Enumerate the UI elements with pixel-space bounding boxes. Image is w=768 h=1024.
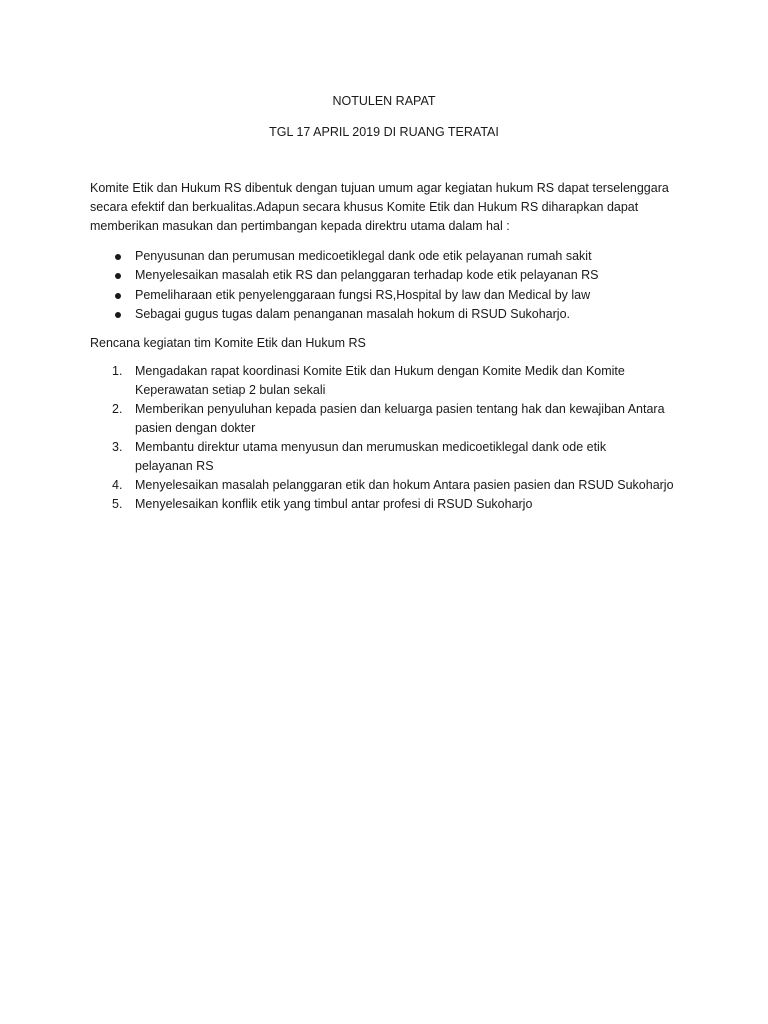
plan-item	[90, 438, 710, 476]
bullet-icon	[115, 273, 121, 279]
item-number: 2.	[112, 402, 123, 416]
plan-item	[90, 495, 710, 514]
bullet-text: Sebagai gugus tugas dalam penanganan masalah hokum di RSUD Sukoharjo.	[135, 306, 571, 321]
item-text: Mengadakan rapat koordinasi Komite Etik dan Hukum dengan Komite Medik dan Komite	[135, 364, 625, 378]
intro-line: Komite Etik dan Hukum RS dibentuk dengan tujuan umum agar kegiatan hukum RS dapat terselenggara	[90, 181, 669, 195]
bullet-item	[90, 247, 690, 266]
item-text: pasien dengan dokter	[135, 421, 256, 435]
plan-item	[90, 476, 710, 495]
intro-line: memberikan masukan dan pertimbangan kepada direktru utama dalam hal :	[90, 219, 510, 233]
bullet-icon	[115, 293, 121, 299]
bullet-list	[90, 247, 690, 324]
plan-list	[90, 362, 710, 514]
intro-paragraph	[90, 179, 690, 236]
plan-heading: Rencana kegiatan tim Komite Etik dan Hukum RS	[90, 336, 366, 350]
bullet-icon	[115, 312, 121, 318]
item-text: Menyelesaikan masalah pelanggaran etik dan hokum Antara pasien pasien dan RSUD Sukoharjo	[135, 478, 674, 492]
item-number: 5.	[112, 497, 123, 511]
document-subtitle: TGL 17 APRIL 2019 DI RUANG TERATAI	[269, 125, 499, 139]
bullet-item	[90, 286, 690, 305]
bullet-icon	[115, 254, 121, 260]
item-text: pelayanan RS	[135, 459, 214, 473]
bullet-text: Menyelesaikan masalah etik RS dan pelanggaran terhadap kode etik pelayanan RS	[135, 268, 599, 283]
bullet-item	[90, 305, 690, 324]
item-number: 1.	[112, 364, 123, 378]
item-number: 4.	[112, 478, 123, 492]
plan-item	[90, 400, 710, 438]
document-title: NOTULEN RAPAT	[332, 94, 436, 108]
item-text: Memberikan penyuluhan kepada pasien dan keluarga pasien tentang hak dan kewajiban Antara	[135, 402, 665, 416]
bullet-text: Penyusunan dan perumusan medicoetiklegal dank ode etik pelayanan rumah sakit	[135, 249, 592, 263]
bullet-text: Pemeliharaan etik penyelenggaraan fungsi RS,Hospital by law dan Medical by law	[135, 287, 591, 302]
plan-item	[90, 362, 710, 400]
intro-line: secara efektif dan berkualitas.Adapun secara khusus Komite Etik dan Hukum RS diharapkan dapat	[90, 200, 639, 214]
bullet-item	[90, 266, 690, 285]
item-text: Keperawatan setiap 2 bulan sekali	[135, 383, 326, 397]
item-text: Membantu direktur utama menyusun dan merumuskan medicoetiklegal dank ode etik	[135, 440, 607, 454]
item-number: 3.	[112, 440, 123, 454]
item-text: Menyelesaikan konflik etik yang timbul antar profesi di RSUD Sukoharjo	[135, 497, 533, 511]
